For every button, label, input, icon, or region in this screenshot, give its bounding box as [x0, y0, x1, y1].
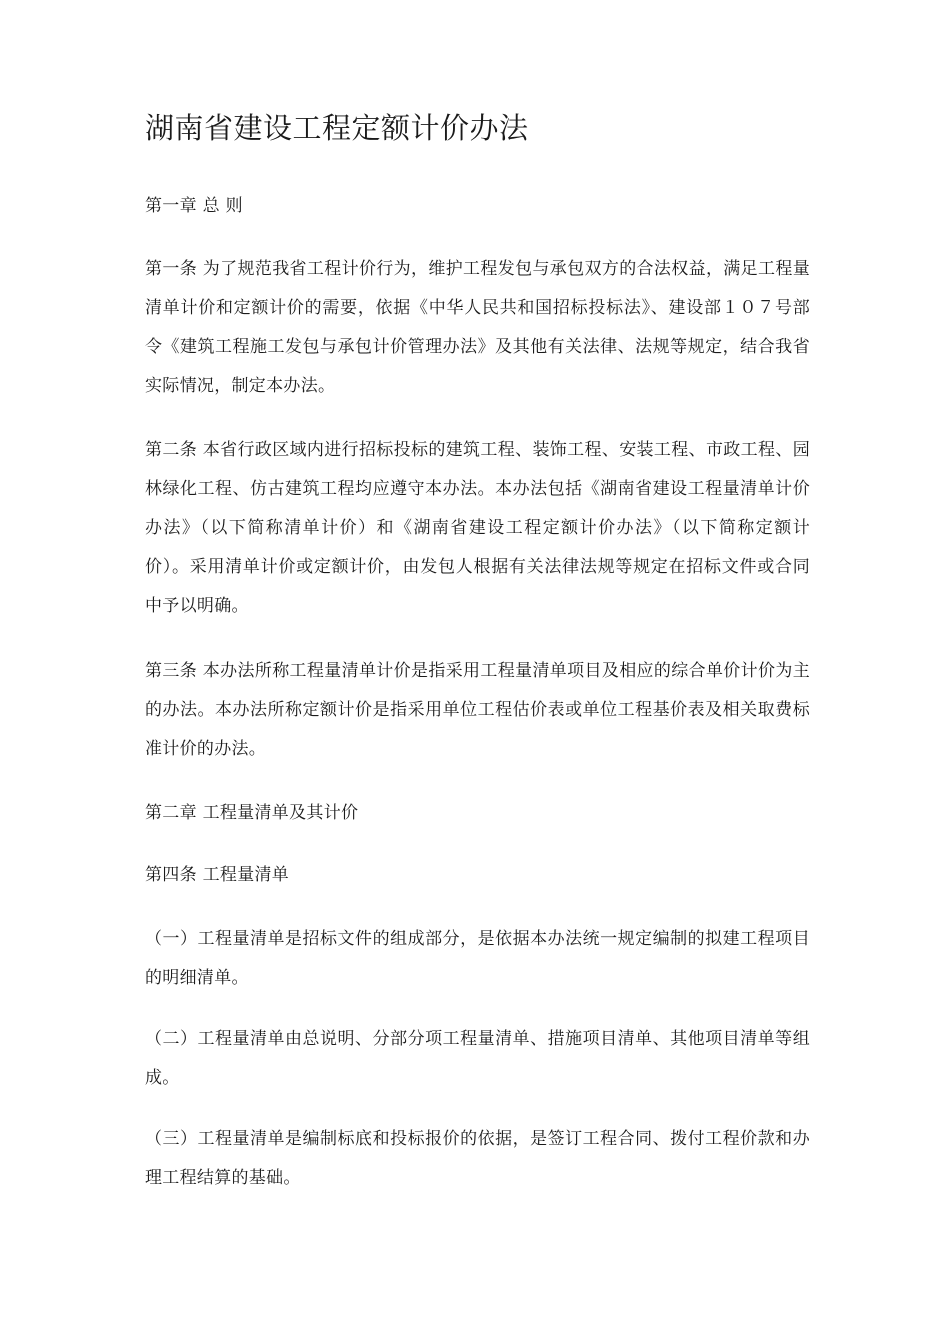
chapter-heading-2: 第二章 工程量清单及其计价 [145, 803, 359, 823]
list-item-1: （一）工程量清单是招标文件的组成部分，是依据本办法统一规定编制的拟建工程项目的明细清单。 [145, 929, 810, 988]
list-item-2: （二）工程量清单由总说明、分部分项工程量清单、措施项目清单、其他项目清单等组成。 [145, 1029, 810, 1088]
article-4-heading: 第四条 工程量清单 [145, 865, 290, 885]
article-2: 第二条 本省行政区域内进行招标投标的建筑工程、装饰工程、安装工程、市政工程、园林绿化工程、仿古建筑工程均应遵守本办法。本办法包括《湖南省建设工程量清单计价办法》（以下简称清单计价）和《湖南省建设工程定额计价办法》（以下简称定额计价）。采用清单计价或定额计价，由发包人根据有关法律法规等规定在招标文件或合同中予以明确。 [145, 440, 810, 616]
list-item-3: （三）工程量清单是编制标底和投标报价的依据，是签订工程合同、拨付工程价款和办理工程结算的基础。 [145, 1129, 810, 1188]
chapter-heading-1: 第一章 总 则 [145, 196, 243, 216]
article-1: 第一条 为了规范我省工程计价行为，维护工程发包与承包双方的合法权益，满足工程量清单计价和定额计价的需要，依据《中华人民共和国招标投标法》、建设部１０７号部令《建筑工程施工发包与承包计价管理办法》及其他有关法律、法规等规定，结合我省实际情况，制定本办法。 [145, 259, 810, 396]
document-title: 湖南省建设工程定额计价办法 [145, 111, 529, 145]
article-3: 第三条 本办法所称工程量清单计价是指采用工程量清单项目及相应的综合单价计价为主的办法。本办法所称定额计价是指采用单位工程估价表或单位工程基价表及相关取费标准计价的办法。 [145, 661, 810, 759]
